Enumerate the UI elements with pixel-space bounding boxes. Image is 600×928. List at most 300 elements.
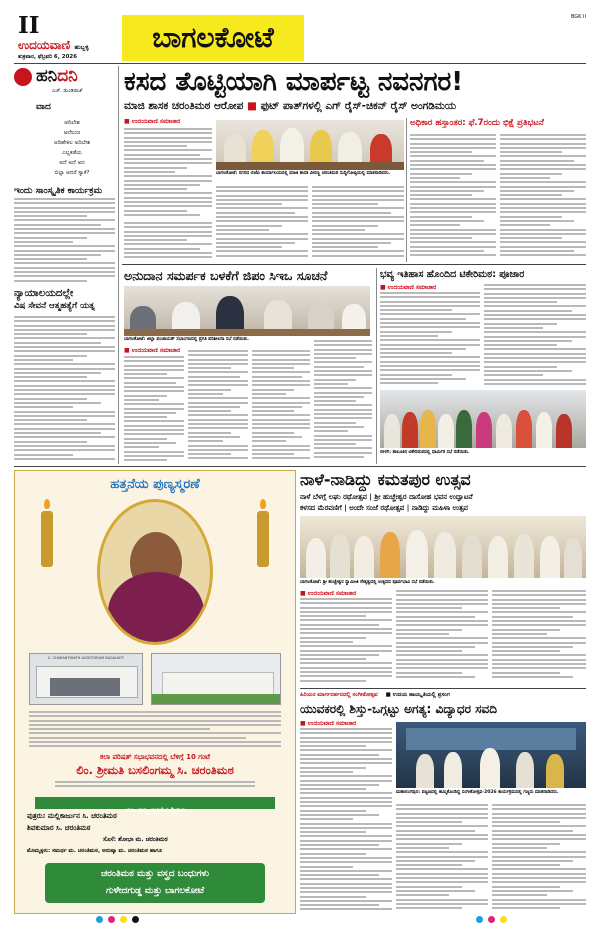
text-line: [396, 860, 475, 862]
text-line: [500, 186, 586, 188]
text-line: [14, 432, 101, 434]
text-line: [300, 680, 366, 682]
text-line: [492, 672, 560, 674]
text-line: [124, 210, 187, 212]
text-line: [500, 216, 562, 218]
temple-story-body-b: [484, 284, 586, 388]
obituary-grandchildren: ಮೊಮ್ಮಕ್ಕಳು: ಸಮರ್ಥ ಮ. ಚರಂತಿಮಠ, ಅನುಷ್ಕಾ ಮ. ಚರಂತಿಮಠ ಹಾಗೂ: [27, 848, 163, 854]
text-line: [500, 246, 586, 248]
text-line: [14, 337, 115, 339]
text-line: [300, 654, 379, 656]
text-line: [492, 603, 586, 605]
text-line: [300, 801, 392, 803]
text-line: [29, 728, 210, 730]
text-line: [410, 143, 496, 145]
text-line: [124, 416, 167, 418]
left-article2-head-line1: ನ್ಯಾಯಾಲಯದಲ್ಲೇ: [14, 288, 74, 299]
text-line: [14, 237, 87, 239]
text-line: [300, 758, 392, 760]
bottom-kicker-b: ■ ಉದಯ ಹಾಯ್ಕೃತಿಯಲ್ಲಿ ಪ್ರಸಂಗ: [385, 692, 450, 698]
text-line: [492, 907, 560, 909]
text-line: [124, 365, 184, 367]
text-line: [300, 619, 392, 621]
text-line: [396, 637, 488, 639]
obituary-footer-line1: ಚರಂತಿಮಠ ಮತ್ತು ವಸ್ತ್ರದ ಬಂಧುಗಳು: [100, 869, 210, 879]
building-photo-right: [151, 653, 281, 705]
text-line: [300, 611, 392, 613]
text-line: [396, 830, 475, 832]
utsav-headline: ನಾಳೆ-ನಾಡಿದ್ದು ಕಮತಪುರ ಉತ್ಸವ: [300, 470, 471, 489]
text-line: [14, 415, 115, 417]
hani-dani-box: [14, 66, 116, 184]
text-line: [500, 173, 562, 175]
text-line: [492, 825, 586, 827]
text-line: [188, 393, 223, 395]
text-line: [492, 654, 586, 656]
text-line: [216, 255, 308, 257]
temple-divider: [376, 268, 377, 464]
text-line: [252, 397, 310, 399]
text-line: [14, 411, 115, 413]
text-line: [396, 590, 488, 592]
text-line: [124, 158, 212, 160]
person-figure: [354, 536, 374, 578]
text-line: [14, 202, 115, 204]
hani-dani-logo: [14, 68, 32, 86]
obituary-tagline: ಸದಾ ತಮ್ಮ ಸ್ಮರಣೆಯಲ್ಲಿರುವ: [125, 806, 185, 814]
bottom-dateline: ■ ಉದಯವಾಣಿ ಸಮಾಚಾರ: [300, 720, 357, 727]
text-line: [396, 603, 488, 605]
person-figure: [496, 414, 512, 448]
text-line: [14, 215, 87, 217]
text-line: [380, 305, 480, 307]
text-line: [396, 646, 475, 648]
text-line: [396, 594, 488, 596]
lead-body-col3: [312, 186, 404, 262]
text-line: [252, 410, 294, 412]
poem-title: ವಾದ: [36, 102, 51, 112]
text-line: [396, 894, 449, 896]
text-line: [312, 255, 404, 257]
text-line: [124, 128, 212, 130]
text-line: [380, 344, 480, 346]
text-line: [14, 228, 115, 230]
text-line: [396, 654, 488, 656]
text-line: [124, 188, 187, 190]
text-line: [492, 894, 547, 896]
text-line: [216, 242, 295, 244]
side-story-headline: ಅಧಿಕಾರ ಹಸ್ತಾಂತರ: ಫೆ.7ರಂದು ಭಿಕ್ಷೆ ಪ್ರತಿಭಟನೆ: [410, 118, 544, 128]
poem-line: ಆದಿಲೇಶ: [64, 120, 80, 126]
lead-photo: [216, 120, 404, 170]
text-line: [188, 397, 248, 399]
text-line: [396, 629, 462, 631]
text-line: [314, 413, 372, 415]
text-line: [312, 212, 391, 214]
person-figure: [380, 532, 400, 578]
text-line: [500, 211, 586, 213]
left-article1-body: [14, 198, 115, 284]
lead-subhead: [124, 99, 586, 113]
text-line: [29, 741, 281, 743]
text-line: [124, 205, 212, 207]
text-line: [314, 340, 372, 342]
text-line: [396, 868, 488, 870]
text-line: [124, 162, 212, 164]
text-line: [29, 745, 281, 747]
utsav-subhead-line2: ಕಳಸದ ಮೆರವಣಿಗೆ | ಅಂದೇ ಸಂಜೆ ರಥೋತ್ಸವ | ನಾಡಿದ್ದು ಮಹಿಳಾ ಉತ್ಸವ: [300, 504, 468, 512]
text-line: [396, 659, 488, 661]
text-line: [300, 632, 392, 634]
text-line: [410, 134, 496, 136]
text-line: [300, 840, 392, 842]
text-line: [410, 229, 496, 231]
text-line: [252, 440, 286, 442]
text-line: [410, 207, 496, 209]
text-line: [216, 195, 308, 197]
text-line: [300, 741, 392, 743]
text-line: [300, 615, 366, 617]
text-line: [380, 313, 480, 315]
rule: [122, 264, 586, 265]
text-line: [216, 229, 269, 231]
text-line: [312, 216, 404, 218]
text-line: [396, 620, 488, 622]
edition-banner: [122, 15, 304, 61]
text-line: [492, 633, 547, 635]
text-line: [14, 232, 115, 234]
text-line: [314, 370, 372, 372]
text-line: [124, 369, 184, 371]
text-line: [188, 457, 248, 459]
text-line: [216, 238, 308, 240]
text-line: [29, 715, 281, 717]
text-line: [396, 851, 488, 853]
obituary-daughter-in-law: ಸೊಸೆ: ಶೋಭಾ ಮ. ಚರಂತಿಮಠ: [103, 836, 168, 843]
text-line: [396, 856, 488, 858]
text-line: [188, 440, 223, 442]
text-line: [492, 629, 560, 631]
text-line: [380, 382, 438, 384]
person-figure: [514, 534, 534, 578]
text-line: [396, 843, 462, 845]
text-line: [492, 594, 586, 596]
left-article2-body: [14, 316, 115, 464]
obituary-footer-line2: ಗುಳೇದಗುಡ್ಡ ಮತ್ತು ಬಾಗಲಕೋಟೆ: [105, 886, 205, 896]
text-line: [492, 667, 586, 669]
text-line: [492, 843, 560, 845]
text-line: [484, 383, 586, 385]
text-line: [300, 874, 379, 876]
text-line: [300, 754, 379, 756]
text-line: [314, 422, 356, 424]
text-line: [14, 258, 87, 260]
lead-subhead-b: ಫುಟ್ ಪಾತ್‌ಗಳಲ್ಲಿ ಎಗ್ ರೈಸ್-ಚಿಕನ್ ರೈಸ್ ಅಂಗಡಿಮಯ: [260, 100, 457, 112]
text-line: [500, 164, 586, 166]
portrait-frame: [97, 499, 213, 645]
person-figure: [480, 748, 500, 788]
temple-story-photo: [380, 390, 586, 448]
text-line: [300, 637, 366, 639]
text-line: [300, 818, 353, 820]
text-line: [124, 226, 212, 228]
text-line: [380, 352, 452, 354]
text-line: [314, 435, 372, 437]
text-line: [14, 245, 115, 247]
text-line: [492, 659, 586, 661]
text-line: [124, 201, 212, 203]
text-line: [380, 361, 480, 363]
text-line: [300, 784, 379, 786]
text-line: [500, 190, 574, 192]
text-line: [300, 797, 392, 799]
text-line: [484, 361, 586, 363]
text-line: [396, 817, 488, 819]
person-figure: [444, 752, 462, 788]
poem-line: ಅದಿಹೇಕಿಲ ಅದಿಲೇಶ: [53, 140, 91, 146]
text-line: [124, 408, 184, 410]
text-line: [252, 393, 286, 395]
left-article2-head-line2: ವಿಷ ಸೇವನೆ ಆತ್ಮಹತ್ಯೆಗೆ ಯತ್ನ: [14, 301, 95, 311]
text-line: [124, 459, 167, 461]
text-line: [410, 168, 496, 170]
text-line: [380, 326, 480, 328]
text-line: [124, 451, 184, 453]
text-line: [124, 137, 212, 139]
person-figure: [488, 536, 508, 578]
person-figure: [416, 754, 434, 788]
text-line: [124, 360, 184, 362]
text-line: [216, 212, 295, 214]
text-line: [14, 454, 73, 456]
text-line: [314, 392, 372, 394]
text-line: [492, 663, 586, 665]
text-line: [500, 233, 586, 235]
text-line: [314, 404, 372, 406]
bottom-photo: [396, 722, 586, 788]
utsav-subhead-line1: ನಾಳೆ ಬೆಳಗ್ಗೆ ಲಘು ರಥೋತ್ಸವ | ಶ್ರೀ ಹುಚ್ಚೇಶ್ವರ ದಾಸೋಹ ಭವನ ಉದ್ಘಾಟನೆ: [300, 493, 473, 501]
lamp-right-icon: [253, 499, 273, 569]
text-line: [314, 443, 356, 445]
text-line: [300, 831, 366, 833]
text-line: [380, 369, 480, 371]
text-line: [312, 199, 404, 201]
poem-line: ಅದೆಲುಣ: [63, 130, 81, 136]
text-line: [500, 220, 574, 222]
table: [216, 162, 404, 170]
text-line: [252, 371, 310, 373]
text-line: [492, 637, 586, 639]
lead-body-col1b: [124, 222, 212, 262]
text-line: [300, 861, 392, 863]
text-line: [14, 267, 115, 269]
text-line: [396, 599, 488, 601]
text-line: [312, 186, 404, 188]
text-line: [500, 160, 574, 162]
text-line: [312, 207, 404, 209]
text-line: [300, 771, 353, 773]
text-line: [252, 445, 310, 447]
text-line: [314, 366, 364, 368]
text-line: [396, 663, 488, 665]
text-line: [188, 449, 248, 451]
text-line: [188, 406, 240, 408]
text-line: [484, 301, 557, 303]
text-line: [410, 155, 496, 157]
text-line: [396, 672, 462, 674]
building-label: C. CHARANTIMATH AUDITORIUM BAGALKOT: [47, 656, 125, 660]
second-story-body-col3: [252, 350, 310, 464]
text-line: [312, 190, 404, 192]
text-line: [252, 406, 302, 408]
text-line: [492, 808, 586, 810]
text-line: [410, 254, 496, 256]
text-line: [410, 241, 496, 243]
text-line: [124, 132, 212, 134]
text-line: [252, 432, 294, 434]
text-line: [410, 250, 484, 252]
lead-body-col2b: [216, 186, 308, 262]
text-line: [380, 348, 466, 350]
text-line: [500, 168, 586, 170]
text-line: [252, 389, 294, 391]
header-rule: [14, 63, 586, 64]
text-line: [410, 220, 484, 222]
text-line: [484, 366, 557, 368]
text-line: [124, 252, 212, 254]
person-figure: [456, 410, 472, 448]
text-line: [252, 402, 310, 404]
text-line: [14, 280, 87, 282]
text-line: [124, 235, 212, 237]
text-line: [300, 857, 392, 859]
lead-headline: ಕಸದ ತೊಟ್ಟಿಯಾಗಿ ಮಾರ್ಪಟ್ಟ ನವನಗರ!: [124, 67, 464, 97]
utsav-body-col2: [396, 590, 488, 684]
text-line: [492, 676, 573, 678]
text-line: [124, 377, 184, 379]
text-line: [124, 145, 187, 147]
text-line: [500, 254, 586, 256]
text-line: [492, 868, 586, 870]
text-line: [124, 180, 212, 182]
paper-suffix: ಹುಬ್ಬಳ್ಳಿ: [74, 44, 89, 51]
text-line: [188, 423, 248, 425]
text-line: [14, 224, 101, 226]
person-figure: [516, 410, 532, 448]
left-article2-head: [14, 288, 116, 312]
text-line: [410, 160, 484, 162]
stage-backdrop: [406, 728, 576, 750]
side-divider: [406, 118, 407, 262]
person-figure: [546, 754, 564, 788]
text-line: [124, 412, 176, 414]
text-line: [14, 428, 115, 430]
text-line: [124, 455, 184, 457]
text-line: [300, 675, 392, 677]
text-line: [410, 203, 496, 205]
text-line: [500, 198, 586, 200]
text-line: [300, 671, 392, 673]
page-number: II: [18, 12, 40, 39]
text-line: [300, 662, 392, 664]
text-line: [216, 250, 308, 252]
temple-story-body-a: [380, 292, 480, 388]
side-story-body-b: [500, 134, 586, 262]
obituary-body-text: [29, 711, 281, 751]
text-line: [314, 379, 356, 381]
text-line: [124, 197, 212, 199]
second-story-caption: ಬಾಗಲಕೋಟೆ: ಜಿಲ್ಲಾ ಪಂಚಾಯತ್ ಸಭಾಂಗಣದಲ್ಲಿ ಪ್ರಗತಿ ಪರಿಶೀಲನಾ ಸಭೆ ನಡೆಯಿತು.: [124, 337, 250, 342]
bottom-body-col2: [396, 804, 488, 914]
text-line: [410, 216, 472, 218]
text-line: [396, 864, 462, 866]
person-figure: [434, 532, 456, 578]
side-story-body-a: [410, 134, 496, 262]
text-line: [29, 720, 281, 722]
text-line: [380, 335, 438, 337]
text-line: [396, 899, 488, 901]
hani-dani-title: [36, 66, 78, 86]
text-line: [14, 423, 115, 425]
text-line: [484, 314, 586, 316]
text-line: [312, 220, 404, 222]
text-line: [124, 399, 159, 401]
text-line: [492, 834, 586, 836]
obituary-son1: ಪುತ್ರರು: ಮಲ್ಲಿಕಾರ್ಜುನ ಸಿ. ಚರಂತಿಮಠ: [27, 812, 117, 820]
text-line: [300, 641, 353, 643]
text-line: [410, 211, 496, 213]
text-line: [124, 192, 212, 194]
text-line: [188, 427, 248, 429]
person-figure: [564, 538, 582, 578]
text-line: [29, 724, 281, 726]
obituary-footer-bar: [45, 863, 265, 903]
text-line: [252, 376, 302, 378]
text-line: [188, 384, 248, 386]
text-line: [484, 297, 586, 299]
text-line: [252, 427, 310, 429]
text-line: [410, 177, 460, 179]
text-line: [55, 781, 255, 783]
text-line: [396, 838, 488, 840]
text-line: [14, 419, 87, 421]
text-line: [124, 420, 184, 422]
text-line: [484, 323, 557, 325]
text-line: [14, 380, 115, 382]
text-line: [29, 711, 281, 713]
text-line: [14, 262, 115, 264]
text-line: [124, 222, 212, 224]
text-line: [314, 426, 364, 428]
text-line: [300, 878, 392, 880]
text-line: [484, 379, 586, 381]
text-line: [124, 438, 167, 440]
text-line: [124, 433, 184, 435]
text-line: [216, 190, 308, 192]
text-line: [300, 883, 392, 885]
lamp-left-icon: [37, 499, 57, 569]
text-line: [14, 445, 115, 447]
text-line: [300, 780, 392, 782]
text-line: [380, 374, 452, 376]
temple-story-dateline: ■ ಉದಯವಾಣಿ ಸಮಾಚಾರ: [380, 284, 437, 291]
text-line: [492, 646, 573, 648]
text-line: [492, 817, 586, 819]
text-line: [380, 318, 466, 320]
text-line: [396, 607, 462, 609]
text-line: [300, 737, 392, 739]
bottom-kicker-a: ಹಿರಿಯರ ಮಾರ್ಗದರ್ಶನದಲ್ಲಿ ಸಂಗೀತೋತ್ಸವ: [300, 692, 378, 698]
